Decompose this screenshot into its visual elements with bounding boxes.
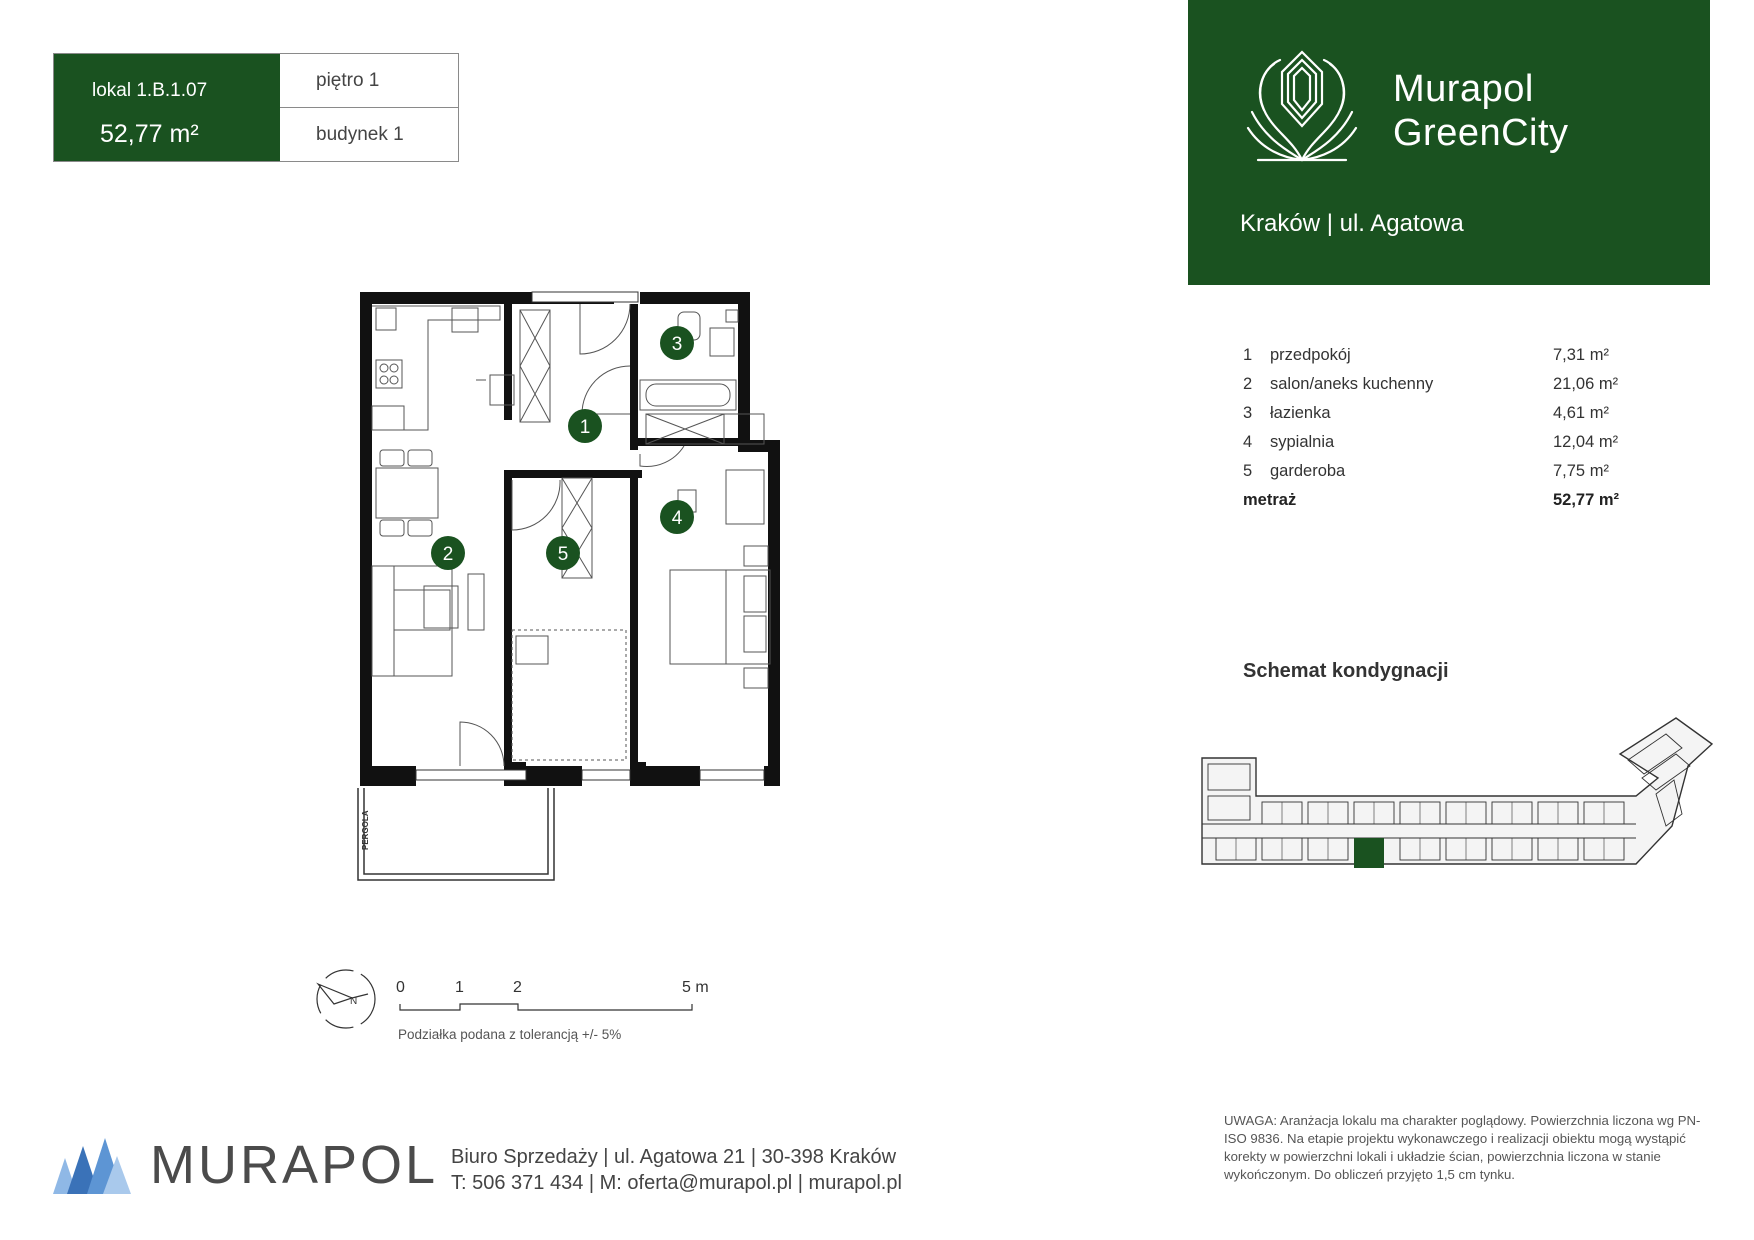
room-number: 5 bbox=[1243, 462, 1253, 480]
scale-bar bbox=[312, 964, 732, 1034]
unit-area: 52,77 m² bbox=[100, 120, 199, 148]
room-row bbox=[1243, 342, 1633, 371]
total-row bbox=[1243, 487, 1633, 516]
room-table bbox=[1243, 342, 1633, 516]
sales-contact: T: 506 371 434 | M: oferta@murapol.pl | murapol.pl bbox=[451, 1172, 902, 1194]
room-area: 12,04 m² bbox=[1553, 433, 1619, 451]
sales-office-address: Biuro Sprzedaży | ul. Agatowa 21 | 30-398 Kraków bbox=[451, 1146, 897, 1168]
room-row bbox=[1243, 458, 1633, 487]
room-row bbox=[1243, 371, 1633, 400]
room-marker-label: 3 bbox=[671, 334, 683, 355]
compass-icon bbox=[317, 970, 375, 1028]
room-name: sypialnia bbox=[1270, 433, 1335, 451]
unit-number: lokal 1.B.1.07 bbox=[92, 80, 208, 101]
highlighted-unit bbox=[1354, 838, 1384, 868]
balcony bbox=[358, 788, 554, 880]
room-name: garderoba bbox=[1270, 462, 1346, 480]
disclaimer-note: UWAGA: Aranżacja lokalu ma charakter poglądowy. Powierzchnia liczona wg PN-ISO 9836. Na etapie projektu wykonawczego i realizacji obiektu mogą wystąpić korekty w powierzchni lokali i układzie ścian, powierzchnia liczona w stanie wykończonym. Do obliczeń przyjęto 1,5 cm tynku. bbox=[1224, 1113, 1701, 1182]
room-marker-label: 2 bbox=[442, 544, 454, 565]
floor-schema bbox=[1196, 714, 1720, 904]
room-marker-4 bbox=[660, 500, 694, 534]
unit-floor-text: piętro 1 bbox=[316, 70, 380, 91]
room-marker-label: 1 bbox=[579, 417, 591, 438]
room-area: 7,31 m² bbox=[1553, 346, 1609, 364]
scale-tick: 1 bbox=[455, 979, 464, 996]
furniture bbox=[372, 304, 770, 766]
room-row bbox=[1243, 400, 1633, 429]
room-number: 1 bbox=[1243, 346, 1253, 364]
room-marker-3 bbox=[660, 326, 694, 360]
room-marker-label: 4 bbox=[671, 508, 683, 529]
room-marker-2 bbox=[431, 536, 465, 570]
room-marker-label: 5 bbox=[557, 544, 569, 565]
murapol-logo-text: MURAPOL bbox=[150, 1135, 439, 1195]
total-area: 52,77 m² bbox=[1553, 491, 1620, 509]
svg-text:N: N bbox=[350, 996, 358, 1007]
room-number: 3 bbox=[1243, 404, 1253, 422]
unit-info-box bbox=[53, 53, 459, 162]
pergola-label: PERGOLA bbox=[361, 810, 370, 850]
unit-building-text: budynek 1 bbox=[316, 124, 404, 145]
room-name: łazienka bbox=[1270, 404, 1331, 422]
scale-tick: 2 bbox=[513, 979, 522, 996]
brand-location: Kraków | ul. Agatowa bbox=[1240, 210, 1464, 237]
room-number: 4 bbox=[1243, 433, 1253, 451]
room-name: przedpokój bbox=[1270, 346, 1351, 364]
scale-tick: 0 bbox=[396, 979, 405, 996]
scale-note: Podziałka podana z tolerancją +/- 5% bbox=[398, 1027, 622, 1042]
room-area: 7,75 m² bbox=[1553, 462, 1609, 480]
unit-location bbox=[280, 54, 458, 161]
room-number: 2 bbox=[1243, 375, 1253, 393]
total-label: metraż bbox=[1243, 491, 1297, 509]
scale-tick: 5 m bbox=[682, 979, 709, 996]
room-area: 21,06 m² bbox=[1553, 375, 1619, 393]
brand-name-line1: Murapol bbox=[1393, 68, 1534, 110]
room-marker-5 bbox=[546, 536, 580, 570]
murapol-logo-icon bbox=[53, 1138, 133, 1194]
greencity-tulip-icon bbox=[1244, 48, 1360, 164]
room-name: salon/aneks kuchenny bbox=[1270, 375, 1434, 393]
room-area: 4,61 m² bbox=[1553, 404, 1609, 422]
floor-schema-title: Schemat kondygnacji bbox=[1243, 660, 1449, 682]
floor-plan bbox=[340, 290, 840, 910]
unit-floor bbox=[280, 54, 458, 108]
brand-name-line2: GreenCity bbox=[1393, 112, 1569, 154]
unit-summary bbox=[54, 54, 280, 161]
unit-building bbox=[280, 108, 458, 161]
brand-block bbox=[1188, 0, 1710, 285]
room-marker-1 bbox=[568, 409, 602, 443]
room-row bbox=[1243, 429, 1633, 458]
